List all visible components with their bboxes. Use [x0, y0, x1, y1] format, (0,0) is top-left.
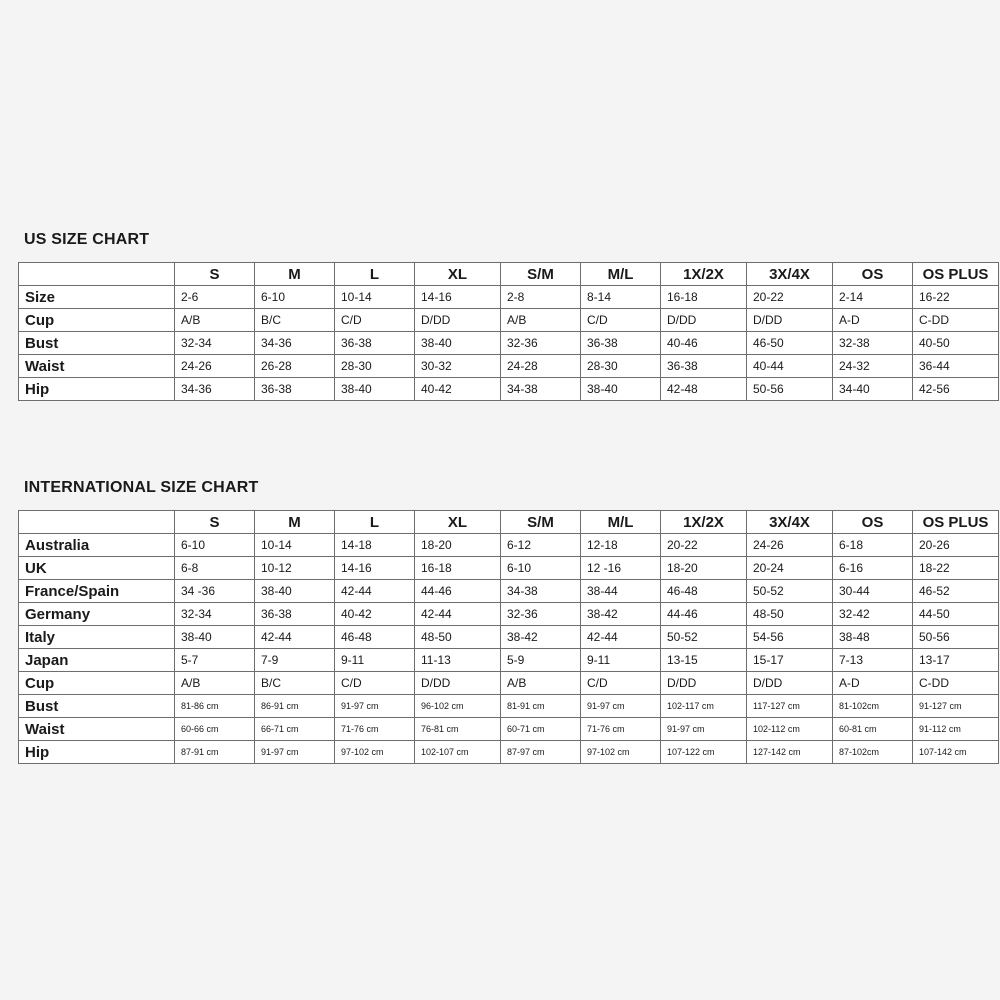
table-cell: 46-48	[661, 580, 747, 603]
table-cell: 117-127 cm	[747, 695, 833, 718]
row-label: Cup	[19, 309, 175, 332]
table-cell: 91-97 cm	[335, 695, 415, 718]
table-cell: 28-30	[335, 355, 415, 378]
table-cell: 46-52	[913, 580, 999, 603]
table-cell: 9-11	[581, 649, 661, 672]
table-row	[19, 355, 999, 378]
table-cell: 24-28	[501, 355, 581, 378]
row-label: Bust	[19, 695, 175, 718]
table-cell: 81-102cm	[833, 695, 913, 718]
table-row	[19, 332, 999, 355]
table-cell: A/B	[501, 672, 581, 695]
table-cell: 107-142 cm	[913, 741, 999, 764]
table-cell: 127-142 cm	[747, 741, 833, 764]
table-cell: 96-102 cm	[415, 695, 501, 718]
table-cell: 32-34	[175, 332, 255, 355]
table-cell: 42-44	[255, 626, 335, 649]
table-cell: 40-42	[415, 378, 501, 401]
table-row	[19, 649, 999, 672]
table-cell: 6-8	[175, 557, 255, 580]
table-cell: 42-44	[581, 626, 661, 649]
table-cell: 10-12	[255, 557, 335, 580]
table-cell: 12 -16	[581, 557, 661, 580]
table-cell: 87-91 cm	[175, 741, 255, 764]
row-label: Japan	[19, 649, 175, 672]
us-size-chart-section	[18, 228, 989, 401]
column-header: 3X/4X	[747, 511, 833, 534]
table-cell: 60-71 cm	[501, 718, 581, 741]
table-cell: 6-10	[501, 557, 581, 580]
table-cell: 91-97 cm	[661, 718, 747, 741]
table-cell: 102-117 cm	[661, 695, 747, 718]
table-row	[19, 378, 999, 401]
table-cell: B/C	[255, 309, 335, 332]
table-cell: 18-22	[913, 557, 999, 580]
table-cell: C/D	[581, 672, 661, 695]
column-header: M	[255, 511, 335, 534]
table-cell: 24-26	[175, 355, 255, 378]
table-cell: 36-38	[255, 378, 335, 401]
table-cell: C/D	[581, 309, 661, 332]
table-row	[19, 672, 999, 695]
table-row	[19, 718, 999, 741]
table-cell: 18-20	[415, 534, 501, 557]
table-cell: 9-11	[335, 649, 415, 672]
table-cell: 44-46	[415, 580, 501, 603]
table-cell: 34-38	[501, 580, 581, 603]
table-cell: D/DD	[661, 309, 747, 332]
row-label: France/Spain	[19, 580, 175, 603]
table-cell: 36-38	[661, 355, 747, 378]
table-cell: 34 -36	[175, 580, 255, 603]
table-cell: 40-50	[913, 332, 999, 355]
table-cell: 42-56	[913, 378, 999, 401]
table-cell: 38-48	[833, 626, 913, 649]
table-body	[19, 286, 999, 401]
row-label: Waist	[19, 355, 175, 378]
table-cell: 44-46	[661, 603, 747, 626]
table-cell: 13-17	[913, 649, 999, 672]
table-cell: 34-36	[175, 378, 255, 401]
table-body	[19, 534, 999, 764]
table-cell: 16-18	[661, 286, 747, 309]
table-cell: 71-76 cm	[581, 718, 661, 741]
row-label: UK	[19, 557, 175, 580]
table-row	[19, 603, 999, 626]
table-cell: 5-7	[175, 649, 255, 672]
table-cell: 102-112 cm	[747, 718, 833, 741]
table-cell: A/B	[175, 672, 255, 695]
column-header: M/L	[581, 263, 661, 286]
column-header: L	[335, 511, 415, 534]
table-cell: 48-50	[747, 603, 833, 626]
table-cell: 32-38	[833, 332, 913, 355]
table-cell: 102-107 cm	[415, 741, 501, 764]
column-header: S/M	[501, 511, 581, 534]
table-row	[19, 286, 999, 309]
table-cell: 107-122 cm	[661, 741, 747, 764]
table-cell: 34-38	[501, 378, 581, 401]
table-cell: 12-18	[581, 534, 661, 557]
table-cell: 32-42	[833, 603, 913, 626]
column-header: S	[175, 263, 255, 286]
table-cell: 16-18	[415, 557, 501, 580]
table-cell: 38-40	[255, 580, 335, 603]
table-cell: 2-14	[833, 286, 913, 309]
row-label: Size	[19, 286, 175, 309]
table-cell: 38-40	[415, 332, 501, 355]
table-cell: 6-12	[501, 534, 581, 557]
table-cell: 30-32	[415, 355, 501, 378]
table-cell: B/C	[255, 672, 335, 695]
header-row	[19, 263, 999, 286]
table-cell: 42-48	[661, 378, 747, 401]
column-header: 1X/2X	[661, 511, 747, 534]
table-cell: 50-56	[913, 626, 999, 649]
table-cell: 11-13	[415, 649, 501, 672]
table-cell: D/DD	[661, 672, 747, 695]
international-size-table	[18, 510, 999, 764]
table-cell: 60-66 cm	[175, 718, 255, 741]
column-header: OS PLUS	[913, 263, 999, 286]
table-cell: 91-97 cm	[581, 695, 661, 718]
table-cell: 50-52	[747, 580, 833, 603]
table-cell: 42-44	[415, 603, 501, 626]
column-header: OS PLUS	[913, 511, 999, 534]
table-cell: C/D	[335, 672, 415, 695]
table-cell: 50-52	[661, 626, 747, 649]
table-cell: 46-50	[747, 332, 833, 355]
table-cell: 2-6	[175, 286, 255, 309]
table-cell: 34-36	[255, 332, 335, 355]
table-cell: 38-42	[581, 603, 661, 626]
column-header: L	[335, 263, 415, 286]
table-cell: 2-8	[501, 286, 581, 309]
table-cell: A/B	[501, 309, 581, 332]
table-cell: 97-102 cm	[335, 741, 415, 764]
table-cell: 7-13	[833, 649, 913, 672]
row-label: Cup	[19, 672, 175, 695]
table-row	[19, 626, 999, 649]
table-cell: 32-34	[175, 603, 255, 626]
corner-cell	[19, 511, 175, 534]
table-cell: D/DD	[747, 309, 833, 332]
table-cell: D/DD	[747, 672, 833, 695]
table-cell: 14-18	[335, 534, 415, 557]
column-header: M/L	[581, 511, 661, 534]
table-cell: 60-81 cm	[833, 718, 913, 741]
table-cell: 38-40	[335, 378, 415, 401]
column-header: 1X/2X	[661, 263, 747, 286]
table-cell: 38-42	[501, 626, 581, 649]
row-label: Hip	[19, 378, 175, 401]
row-label: Bust	[19, 332, 175, 355]
row-label: Australia	[19, 534, 175, 557]
table-cell: D/DD	[415, 309, 501, 332]
table-cell: 81-86 cm	[175, 695, 255, 718]
table-cell: 10-14	[335, 286, 415, 309]
column-header: OS	[833, 263, 913, 286]
table-cell: 46-48	[335, 626, 415, 649]
table-cell: 87-97 cm	[501, 741, 581, 764]
table-cell: 38-44	[581, 580, 661, 603]
column-header: XL	[415, 511, 501, 534]
international-size-chart-section	[18, 476, 989, 764]
table-cell: 18-20	[661, 557, 747, 580]
column-header: S	[175, 511, 255, 534]
table-row	[19, 557, 999, 580]
table-cell: A-D	[833, 672, 913, 695]
row-label: Waist	[19, 718, 175, 741]
table-row	[19, 695, 999, 718]
table-cell: 42-44	[335, 580, 415, 603]
table-cell: D/DD	[415, 672, 501, 695]
table-header	[19, 511, 999, 534]
column-header: OS	[833, 511, 913, 534]
table-cell: 81-91 cm	[501, 695, 581, 718]
corner-cell	[19, 263, 175, 286]
international-size-chart-title: INTERNATIONAL SIZE CHART	[24, 479, 259, 496]
table-cell: 8-14	[581, 286, 661, 309]
table-cell: 14-16	[335, 557, 415, 580]
table-cell: 36-44	[913, 355, 999, 378]
table-cell: 14-16	[415, 286, 501, 309]
table-cell: 10-14	[255, 534, 335, 557]
table-cell: C-DD	[913, 672, 999, 695]
table-row	[19, 580, 999, 603]
column-header: 3X/4X	[747, 263, 833, 286]
table-cell: 24-26	[747, 534, 833, 557]
table-cell: 66-71 cm	[255, 718, 335, 741]
table-cell: 26-28	[255, 355, 335, 378]
table-cell: 20-24	[747, 557, 833, 580]
table-cell: 91-127 cm	[913, 695, 999, 718]
table-cell: 30-44	[833, 580, 913, 603]
table-cell: A/B	[175, 309, 255, 332]
row-label: Germany	[19, 603, 175, 626]
us-size-table	[18, 262, 999, 401]
table-cell: 91-97 cm	[255, 741, 335, 764]
table-cell: 16-22	[913, 286, 999, 309]
table-cell: 40-42	[335, 603, 415, 626]
table-cell: 48-50	[415, 626, 501, 649]
table-cell: 20-22	[661, 534, 747, 557]
row-label: Hip	[19, 741, 175, 764]
table-cell: 24-32	[833, 355, 913, 378]
table-header	[19, 263, 999, 286]
table-cell: 36-38	[335, 332, 415, 355]
table-cell: A-D	[833, 309, 913, 332]
table-cell: 71-76 cm	[335, 718, 415, 741]
table-row	[19, 534, 999, 557]
table-cell: 15-17	[747, 649, 833, 672]
table-cell: 6-10	[255, 286, 335, 309]
column-header: XL	[415, 263, 501, 286]
column-header: M	[255, 263, 335, 286]
table-cell: 32-36	[501, 332, 581, 355]
table-row	[19, 741, 999, 764]
table-cell: 38-40	[581, 378, 661, 401]
table-cell: 40-46	[661, 332, 747, 355]
table-cell: 40-44	[747, 355, 833, 378]
table-cell: 20-26	[913, 534, 999, 557]
table-cell: 6-18	[833, 534, 913, 557]
table-cell: 50-56	[747, 378, 833, 401]
table-cell: 87-102cm	[833, 741, 913, 764]
row-label: Italy	[19, 626, 175, 649]
table-cell: 36-38	[581, 332, 661, 355]
header-row	[19, 511, 999, 534]
table-cell: C-DD	[913, 309, 999, 332]
table-row	[19, 309, 999, 332]
table-cell: 86-91 cm	[255, 695, 335, 718]
table-cell: 76-81 cm	[415, 718, 501, 741]
table-cell: 7-9	[255, 649, 335, 672]
table-cell: 38-40	[175, 626, 255, 649]
table-cell: 20-22	[747, 286, 833, 309]
table-cell: 32-36	[501, 603, 581, 626]
table-cell: 91-112 cm	[913, 718, 999, 741]
table-cell: 34-40	[833, 378, 913, 401]
table-cell: 13-15	[661, 649, 747, 672]
table-cell: C/D	[335, 309, 415, 332]
table-cell: 54-56	[747, 626, 833, 649]
table-cell: 28-30	[581, 355, 661, 378]
table-cell: 97-102 cm	[581, 741, 661, 764]
column-header: S/M	[501, 263, 581, 286]
table-cell: 5-9	[501, 649, 581, 672]
table-cell: 36-38	[255, 603, 335, 626]
table-cell: 44-50	[913, 603, 999, 626]
table-cell: 6-16	[833, 557, 913, 580]
us-size-chart-title: US SIZE CHART	[24, 231, 150, 248]
table-cell: 6-10	[175, 534, 255, 557]
